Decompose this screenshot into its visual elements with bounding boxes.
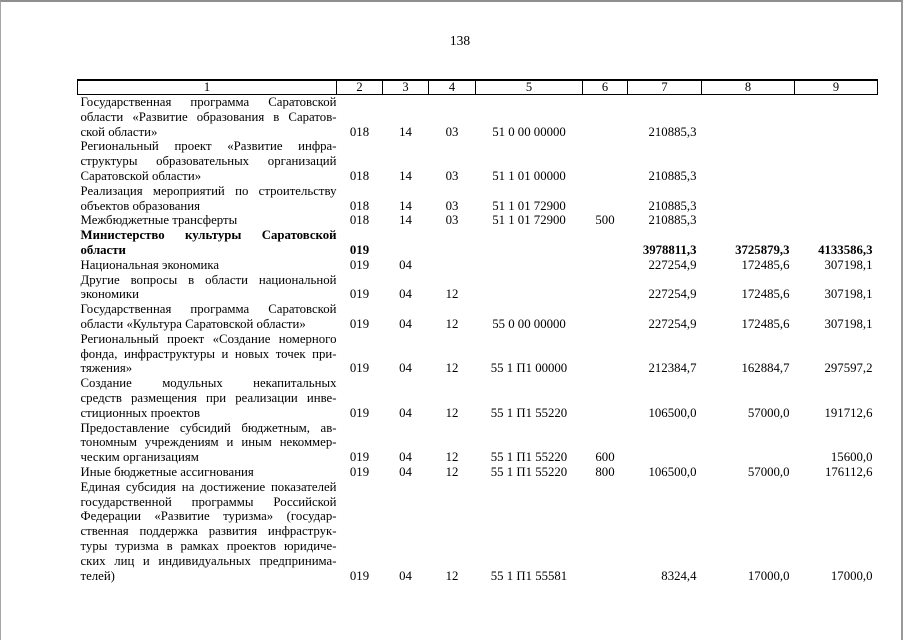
cell-col-5 <box>476 273 583 303</box>
cell-col-8: 172485,6 <box>741 257 790 272</box>
table-row <box>78 95 878 140</box>
cell-col-7: 227254,9 <box>648 287 697 302</box>
cell-col-5 <box>476 258 583 273</box>
cell-col-2: 019 <box>349 242 370 257</box>
cell-col-7: 210885,3 <box>648 213 697 228</box>
row-title-line: Региональный проект «Развитие инфра- <box>80 139 337 154</box>
table-row <box>78 465 878 480</box>
row-title-line: ской области» <box>80 124 158 139</box>
cell-col-3: 04 <box>399 287 412 302</box>
cell-col-9: 176112,6 <box>824 464 873 479</box>
cell-col-9: 4133586,3 <box>818 242 873 257</box>
cell-col-3: 04 <box>399 405 412 420</box>
column-header-2: 2 <box>337 80 383 95</box>
cell-col-9 <box>795 95 878 140</box>
column-header-9: 9 <box>795 80 878 95</box>
cell-col-2: 019 <box>349 405 370 420</box>
cell-col-8: 172485,6 <box>741 316 790 331</box>
cell-col-5 <box>476 228 583 258</box>
cell-col-5: 55 1 П1 55581 <box>490 568 568 583</box>
cell-col-6 <box>583 95 628 140</box>
row-title-line: Предоставление субсидий бюджетным, ав- <box>80 420 337 435</box>
page-number: 138 <box>449 33 471 48</box>
cell-col-9: 307198,1 <box>824 316 873 331</box>
cell-col-7 <box>628 421 702 465</box>
budget-table <box>77 79 878 583</box>
cell-col-5: 51 1 01 00000 <box>492 168 566 183</box>
cell-col-6 <box>583 228 628 258</box>
row-title-line: Региональный проект «Создание номерного <box>80 331 337 346</box>
cell-col-8 <box>702 95 795 140</box>
cell-col-8 <box>702 139 795 183</box>
cell-col-4: 12 <box>445 405 459 420</box>
column-header-8: 8 <box>702 80 795 95</box>
row-title-line: экономики <box>80 287 139 302</box>
cell-col-6 <box>583 258 628 273</box>
cell-col-7: 8324,4 <box>661 568 697 583</box>
cell-col-8: 172485,6 <box>741 287 790 302</box>
row-title-line: области «Культура Саратовской области» <box>80 316 306 331</box>
cell-col-2: 019 <box>349 464 370 479</box>
cell-col-9: 191712,6 <box>824 405 873 420</box>
row-title-cell <box>78 332 337 376</box>
row-title-line: области «Развитие образования в Саратов- <box>80 109 337 124</box>
cell-col-4: 12 <box>445 361 459 376</box>
table-row <box>78 273 878 303</box>
cell-col-3: 14 <box>399 213 412 228</box>
cell-col-5: 55 1 П1 55220 <box>490 464 568 479</box>
cell-col-2: 019 <box>349 316 370 331</box>
cell-col-6 <box>583 480 628 584</box>
cell-col-8 <box>702 184 795 214</box>
cell-col-8 <box>702 213 795 228</box>
cell-col-6: 600 <box>595 450 615 465</box>
row-title-line: фонда, инфраструктуры и новых точек при- <box>80 346 337 361</box>
row-title-line: Иные бюджетные ассигнования <box>80 464 254 479</box>
row-title-line: Реализация мероприятий по строительству <box>80 183 337 198</box>
cell-col-5: 55 0 00 00000 <box>492 316 566 331</box>
table-row <box>78 228 878 258</box>
cell-col-5: 55 1 П1 00000 <box>490 361 568 376</box>
cell-col-5: 55 1 П1 55220 <box>490 450 568 465</box>
table-row <box>78 213 878 228</box>
table-row <box>78 139 878 183</box>
row-title-line: Федерации «Развитие туризма» (государ- <box>80 509 337 524</box>
row-title-line: стиционных проектов <box>80 405 201 420</box>
cell-col-2: 018 <box>349 168 370 183</box>
cell-col-7: 210885,3 <box>648 168 697 183</box>
cell-col-2: 019 <box>349 450 370 465</box>
cell-col-5: 51 0 00 00000 <box>492 124 566 139</box>
cell-col-3: 04 <box>399 450 412 465</box>
cell-col-7: 227254,9 <box>648 257 697 272</box>
cell-col-4: 03 <box>445 213 459 228</box>
table-header-row <box>78 80 878 95</box>
cell-col-7: 227254,9 <box>648 316 697 331</box>
row-title-cell <box>78 139 337 183</box>
row-title-line: Государственная программа Саратовской <box>80 95 337 109</box>
cell-col-7: 3978811,3 <box>642 242 697 257</box>
cell-col-7: 106500,0 <box>648 464 697 479</box>
cell-col-4: 12 <box>445 450 459 465</box>
row-title-line: объектов образования <box>80 198 201 213</box>
row-title-line: средств размещения при реализации инве- <box>80 390 337 405</box>
row-title-cell <box>78 213 337 228</box>
row-title-cell <box>78 273 337 303</box>
row-title-line: структуры образовательных организаций <box>80 154 337 169</box>
row-title-line: Государственная программа Саратовской <box>80 302 337 317</box>
cell-col-2: 018 <box>349 124 370 139</box>
cell-col-8 <box>702 421 795 465</box>
cell-col-7: 210885,3 <box>648 124 697 139</box>
row-title-cell <box>78 258 337 273</box>
table-row <box>78 258 878 273</box>
row-title-cell <box>78 184 337 214</box>
cell-col-6: 800 <box>595 464 615 479</box>
cell-col-6 <box>583 376 628 420</box>
cell-col-4: 12 <box>445 316 459 331</box>
cell-col-4: 03 <box>445 168 459 183</box>
cell-col-6: 500 <box>595 213 615 228</box>
row-title-line: Межбюджетные трансферты <box>80 213 238 228</box>
cell-col-3 <box>383 228 429 258</box>
cell-col-5: 51 1 01 72900 <box>492 198 566 213</box>
cell-col-2: 019 <box>349 257 370 272</box>
column-header-7: 7 <box>628 80 702 95</box>
cell-col-7: 212384,7 <box>648 361 697 376</box>
row-title-line: Министерство культуры Саратовской <box>80 228 337 243</box>
cell-col-4: 03 <box>445 198 459 213</box>
column-header-6: 6 <box>583 80 628 95</box>
row-title-line: ских лиц и индивидуальных предпринима- <box>80 553 337 568</box>
cell-col-4 <box>429 228 476 258</box>
cell-col-2: 019 <box>349 287 370 302</box>
row-title-line: тяжения» <box>80 361 133 376</box>
row-title-line: тономным учреждениям и иным некоммер- <box>80 435 337 450</box>
column-header-3: 3 <box>383 80 429 95</box>
cell-col-8: 57000,0 <box>747 405 790 420</box>
row-title-line: Единая субсидия на достижение показателей <box>80 479 337 494</box>
cell-col-8: 57000,0 <box>747 464 790 479</box>
cell-col-3: 04 <box>399 568 412 583</box>
cell-col-3: 14 <box>399 168 412 183</box>
table-row <box>78 480 878 584</box>
cell-col-2: 018 <box>349 198 370 213</box>
row-title-line: ственная поддержка развития инфраструк- <box>80 524 337 539</box>
row-title-line: Создание модульных некапитальных <box>80 376 337 391</box>
row-title-line: Другие вопросы в области национальной <box>80 272 337 287</box>
row-title-line: телей) <box>80 568 115 583</box>
cell-col-6 <box>583 302 628 332</box>
column-header-5: 5 <box>476 80 583 95</box>
column-header-1: 1 <box>78 80 337 95</box>
cell-col-9: 307198,1 <box>824 287 873 302</box>
cell-col-4 <box>429 258 476 273</box>
table-row <box>78 376 878 420</box>
cell-col-6 <box>583 184 628 214</box>
cell-col-9: 297597,2 <box>824 361 873 376</box>
cell-col-4: 12 <box>445 568 459 583</box>
cell-col-9 <box>795 139 878 183</box>
cell-col-9 <box>795 184 878 214</box>
cell-col-5: 55 1 П1 55220 <box>490 405 568 420</box>
cell-col-6 <box>583 332 628 376</box>
row-title-line: туры туризма в рамках проектов юридиче- <box>80 538 337 553</box>
cell-col-6 <box>583 139 628 183</box>
cell-col-9: 307198,1 <box>824 257 873 272</box>
cell-col-4: 03 <box>445 124 459 139</box>
cell-col-2: 018 <box>349 213 370 228</box>
cell-col-9: 17000,0 <box>830 568 873 583</box>
row-title-cell <box>78 421 337 465</box>
row-title-line: Саратовской области» <box>80 168 202 183</box>
column-header-4: 4 <box>429 80 476 95</box>
cell-col-8: 3725879,3 <box>735 242 790 257</box>
row-title-line: Национальная экономика <box>80 257 220 272</box>
row-title-line: области <box>80 242 126 257</box>
cell-col-7: 106500,0 <box>648 405 697 420</box>
cell-col-3: 04 <box>399 257 412 272</box>
cell-col-6 <box>583 273 628 303</box>
cell-col-7: 210885,3 <box>648 198 697 213</box>
cell-col-4: 12 <box>445 287 459 302</box>
row-title-line: ческим организациям <box>80 450 199 465</box>
row-title-cell <box>78 465 337 480</box>
row-title-cell <box>78 95 337 140</box>
cell-col-9: 15600,0 <box>830 450 873 465</box>
table-row <box>78 184 878 214</box>
row-title-cell <box>78 480 337 584</box>
cell-col-3: 04 <box>399 316 412 331</box>
cell-col-3: 04 <box>399 361 412 376</box>
row-title-cell <box>78 302 337 332</box>
row-title-cell <box>78 228 337 258</box>
row-title-cell <box>78 376 337 420</box>
cell-col-9 <box>795 213 878 228</box>
cell-col-4: 12 <box>445 464 459 479</box>
cell-col-2: 019 <box>349 568 370 583</box>
cell-col-8: 17000,0 <box>747 568 790 583</box>
cell-col-3: 14 <box>399 198 412 213</box>
table-row <box>78 332 878 376</box>
table-row <box>78 421 878 465</box>
cell-col-3: 14 <box>399 124 412 139</box>
row-title-line: государственной программы Российской <box>80 494 337 509</box>
cell-col-2: 019 <box>349 361 370 376</box>
cell-col-5: 51 1 01 72900 <box>492 213 566 228</box>
cell-col-8: 162884,7 <box>741 361 790 376</box>
cell-col-3: 04 <box>399 464 412 479</box>
table-row <box>78 302 878 332</box>
